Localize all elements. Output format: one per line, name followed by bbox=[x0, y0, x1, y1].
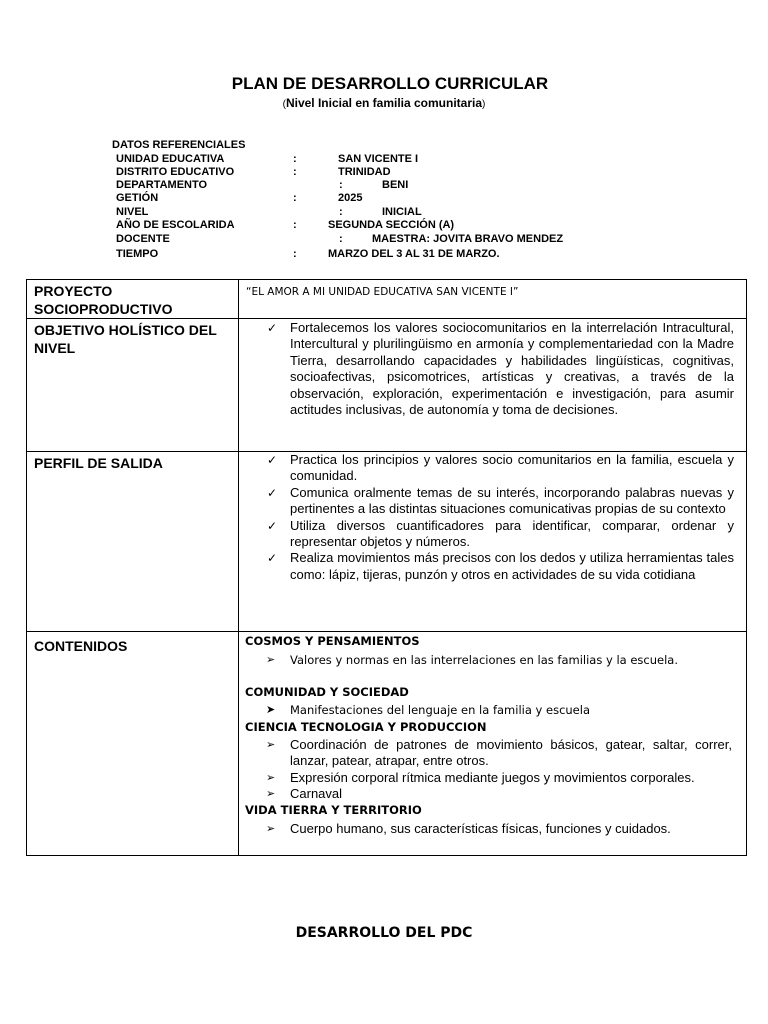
list-item-text: Realiza movimientos más precisos con los dedos y utiliza herramientas tales como: lápiz, tijeras, punzón y otros en actividades de su vida cotidiana bbox=[290, 550, 734, 582]
objetivo-label: OBJETIVO HOLÍSTICO DEL NIVEL bbox=[27, 319, 239, 452]
datos-label: DOCENTE bbox=[116, 233, 170, 245]
arrow-bullet-icon: ➢ bbox=[266, 788, 276, 801]
list-item-text: Comunica oralmente temas de su interés, incorporando palabras nuevas y pertinentes a las distintas situaciones comunicativas propias de su contexto bbox=[290, 484, 734, 517]
list-item-text: Valores y normas en las interrelaciones en las familias y la escuela. bbox=[290, 653, 679, 667]
arrow-bullet-icon: ➢ bbox=[266, 823, 276, 836]
datos-row-unidad bbox=[0, 153, 768, 167]
datos-label: UNIDAD EDUCATIVA bbox=[116, 153, 225, 165]
section-title-comunidad: COMUNIDAD Y SOCIEDAD bbox=[245, 685, 409, 700]
datos-referenciales bbox=[0, 139, 768, 264]
contenidos-label: CONTENIDOS bbox=[27, 632, 239, 856]
checkmark-icon: ✓ bbox=[267, 453, 278, 467]
arrow-bullet-icon: ➢ bbox=[266, 653, 276, 666]
datos-value: INICIAL bbox=[382, 206, 422, 218]
list-item bbox=[266, 652, 732, 668]
section-title-cosmos: COSMOS Y PENSAMIENTOS bbox=[245, 634, 420, 648]
datos-colon: : bbox=[293, 166, 297, 178]
ciencia-list bbox=[239, 737, 746, 803]
checkmark-icon: ✓ bbox=[267, 321, 278, 335]
datos-label: NIVEL bbox=[116, 206, 149, 218]
proyecto-label: PROYECTO SOCIOPRODUCTIVO bbox=[27, 280, 239, 319]
subtitle-close-paren: ) bbox=[482, 99, 486, 110]
datos-row-docente bbox=[0, 233, 768, 247]
datos-row-tiempo bbox=[0, 248, 768, 262]
list-item bbox=[267, 517, 734, 551]
list-item-text: Coordinación de patrones de movimiento básicos, gatear, saltar, correr, lanzar, patear, atrapar, entre otros. bbox=[290, 736, 732, 769]
list-item-text: Expresión corporal rítmica mediante juegos y movimientos corporales. bbox=[290, 769, 695, 785]
checkmark-icon: ✓ bbox=[267, 551, 278, 566]
checkmark-icon: ✓ bbox=[267, 518, 278, 533]
checkmark-icon: ✓ bbox=[267, 485, 278, 500]
pdc-development-heading: DESARROLLO DEL PDC bbox=[295, 925, 473, 941]
list-item bbox=[267, 484, 734, 518]
datos-colon: : bbox=[293, 153, 297, 165]
datos-value: MARZO DEL 3 AL 31 DE MARZO. bbox=[328, 248, 500, 260]
table-row-contenidos bbox=[27, 632, 747, 856]
list-item bbox=[266, 769, 732, 786]
datos-colon: : bbox=[293, 192, 297, 204]
perfil-cell bbox=[239, 452, 747, 632]
list-item bbox=[266, 702, 732, 718]
list-item-text: Manifestaciones del lenguaje en la familia y escuela bbox=[290, 703, 590, 718]
list-item-text: Utiliza diversos cuantificadores para identificar, comparar, ordenar y representar objetos y números. bbox=[290, 517, 734, 550]
proyecto-cell bbox=[239, 280, 747, 319]
objetivo-cell bbox=[239, 319, 747, 452]
arrow-bullet-icon: ➢ bbox=[266, 771, 276, 784]
datos-row-departamento bbox=[0, 179, 768, 193]
datos-row-nivel bbox=[0, 206, 768, 220]
section-title-ciencia: CIENCIA TECNOLOGIA Y PRODUCCION bbox=[245, 719, 487, 734]
contenidos-cell bbox=[239, 632, 747, 856]
list-item-text: Cuerpo humano, sus características físicas, funciones y cuidados. bbox=[290, 821, 671, 837]
comunidad-list bbox=[239, 702, 746, 718]
datos-label: DISTRITO EDUCATIVO bbox=[116, 166, 235, 178]
vida-list bbox=[239, 821, 746, 837]
document-subtitle bbox=[0, 96, 768, 110]
datos-value: MAESTRA: JOVITA BRAVO MENDEZ bbox=[372, 233, 564, 245]
datos-row-distrito bbox=[0, 166, 768, 180]
list-item bbox=[267, 550, 734, 583]
datos-label: GETIÓN bbox=[116, 192, 159, 204]
perfil-label: PERFIL DE SALIDA bbox=[27, 452, 239, 632]
datos-value: TRINIDAD bbox=[338, 166, 391, 178]
datos-row-escolaridad bbox=[0, 219, 768, 233]
arrow-bullet-icon: ➤ bbox=[266, 703, 276, 717]
subtitle-open-paren: ( bbox=[282, 99, 286, 110]
datos-colon: : bbox=[339, 179, 343, 191]
arrow-bullet-icon: ➢ bbox=[266, 738, 276, 751]
proyecto-value: “EL AMOR A MI UNIDAD EDUCATIVA SAN VICENTE I” bbox=[246, 286, 519, 298]
pdc-table bbox=[26, 279, 747, 856]
datos-colon: : bbox=[293, 219, 297, 231]
perfil-list bbox=[239, 452, 746, 585]
list-item-text: Fortalecemos los valores sociocomunitarios en la interrelación Intracultural, Intercultural y plurilingüismo en armonía y complementariedad con la Madre Tierra, desarrollando capacidades y habilidades lingüísticas, cognitivas, socioafectivas, psicomotrices, artísticas y creativas, a través de la observación, exploración, experimentación e investigación, para asumir actitudes inclusivas, de autonomía y toma de decisiones. bbox=[290, 320, 734, 418]
list-item-text: Carnaval bbox=[290, 786, 343, 802]
subtitle-text: Nivel Inicial en familia comunitaria bbox=[285, 96, 483, 110]
list-item bbox=[266, 736, 732, 770]
datos-label: AÑO DE ESCOLARIDA bbox=[116, 219, 235, 231]
datos-value: SAN VICENTE I bbox=[338, 153, 419, 165]
datos-heading: DATOS REFERENCIALES bbox=[112, 139, 246, 151]
section-title-vida: VIDA TIERRA Y TERRITORIO bbox=[245, 803, 422, 818]
list-item-text: Practica los principios y valores socio comunitarios en la familia, escuela y comunidad. bbox=[290, 452, 734, 484]
table-row-proyecto bbox=[27, 280, 747, 319]
datos-label: DEPARTAMENTO bbox=[116, 179, 208, 191]
list-item bbox=[266, 821, 732, 837]
table-row-perfil bbox=[27, 452, 747, 632]
objetivo-list bbox=[239, 319, 746, 420]
datos-value: SEGUNDA SECCIÓN (A) bbox=[328, 219, 455, 231]
datos-colon: : bbox=[293, 248, 297, 260]
datos-value: BENI bbox=[382, 179, 409, 191]
datos-value: 2025 bbox=[338, 192, 363, 204]
datos-row-gestion bbox=[0, 192, 768, 206]
list-item bbox=[267, 320, 734, 418]
list-item bbox=[266, 786, 732, 802]
list-item bbox=[267, 452, 734, 485]
document-title: PLAN DE DESARROLLO CURRICULAR bbox=[231, 74, 549, 93]
datos-label: TIEMPO bbox=[116, 248, 159, 260]
table-row-objetivo bbox=[27, 319, 747, 452]
datos-colon: : bbox=[339, 206, 343, 218]
cosmos-list bbox=[239, 652, 746, 668]
datos-colon: : bbox=[339, 233, 343, 245]
